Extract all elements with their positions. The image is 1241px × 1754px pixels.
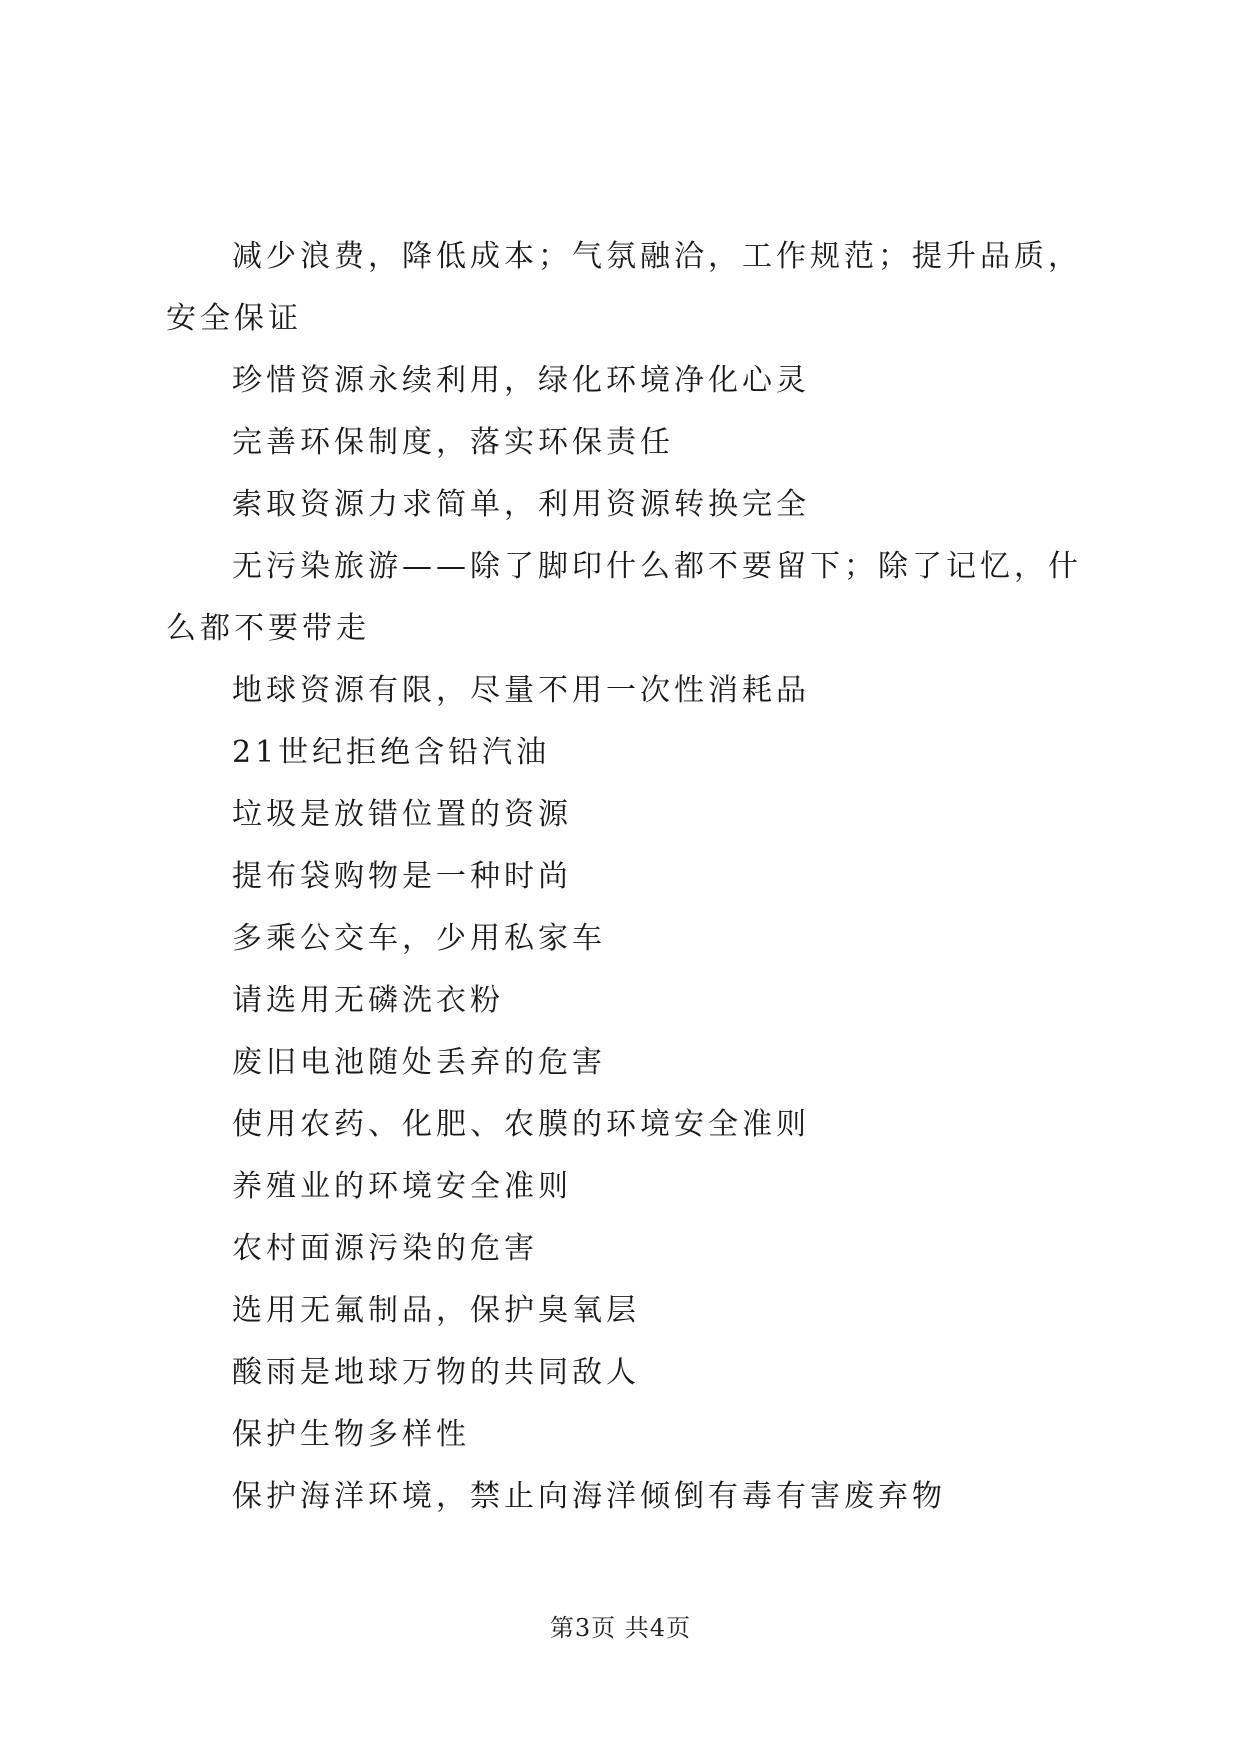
- paragraph: 选用无氟制品，保护臭氧层: [232, 1293, 640, 1328]
- paragraph: 珍惜资源永续利用，绿化环境净化心灵: [232, 363, 810, 398]
- paragraph: 养殖业的环境安全准则: [232, 1169, 572, 1204]
- paragraph: 索取资源力求简单，利用资源转换完全: [232, 487, 810, 522]
- paragraph: 垃圾是放错位置的资源: [232, 797, 572, 832]
- paragraph: 保护生物多样性: [232, 1417, 470, 1452]
- paragraph: 减少浪费，降低成本；气氛融洽，工作规范；提升品质，安全保证: [166, 239, 1082, 336]
- document-body: [166, 226, 1096, 1528]
- paragraph: 地球资源有限，尽量不用一次性消耗品: [232, 673, 810, 708]
- paragraph: 21世纪拒绝含铅汽油: [232, 735, 551, 770]
- paragraph: 请选用无磷洗衣粉: [232, 983, 504, 1018]
- paragraph: 农村面源污染的危害: [232, 1231, 538, 1266]
- paragraph: 多乘公交车，少用私家车: [232, 921, 606, 956]
- page-footer: [0, 1608, 1241, 1643]
- page-number: 第3页 共4页: [549, 1614, 692, 1642]
- paragraph: 完善环保制度，落实环保责任: [232, 425, 674, 460]
- paragraph: 使用农药、化肥、农膜的环境安全准则: [232, 1107, 810, 1142]
- paragraph: 酸雨是地球万物的共同敌人: [232, 1355, 640, 1390]
- paragraph: 提布袋购物是一种时尚: [232, 859, 572, 894]
- paragraph: 废旧电池随处丢弃的危害: [232, 1045, 606, 1080]
- paragraph: 无污染旅游——除了脚印什么都不要留下；除了记忆，什么都不要带走: [166, 549, 1082, 646]
- paragraph: 保护海洋环境，禁止向海洋倾倒有毒有害废弃物: [232, 1479, 946, 1514]
